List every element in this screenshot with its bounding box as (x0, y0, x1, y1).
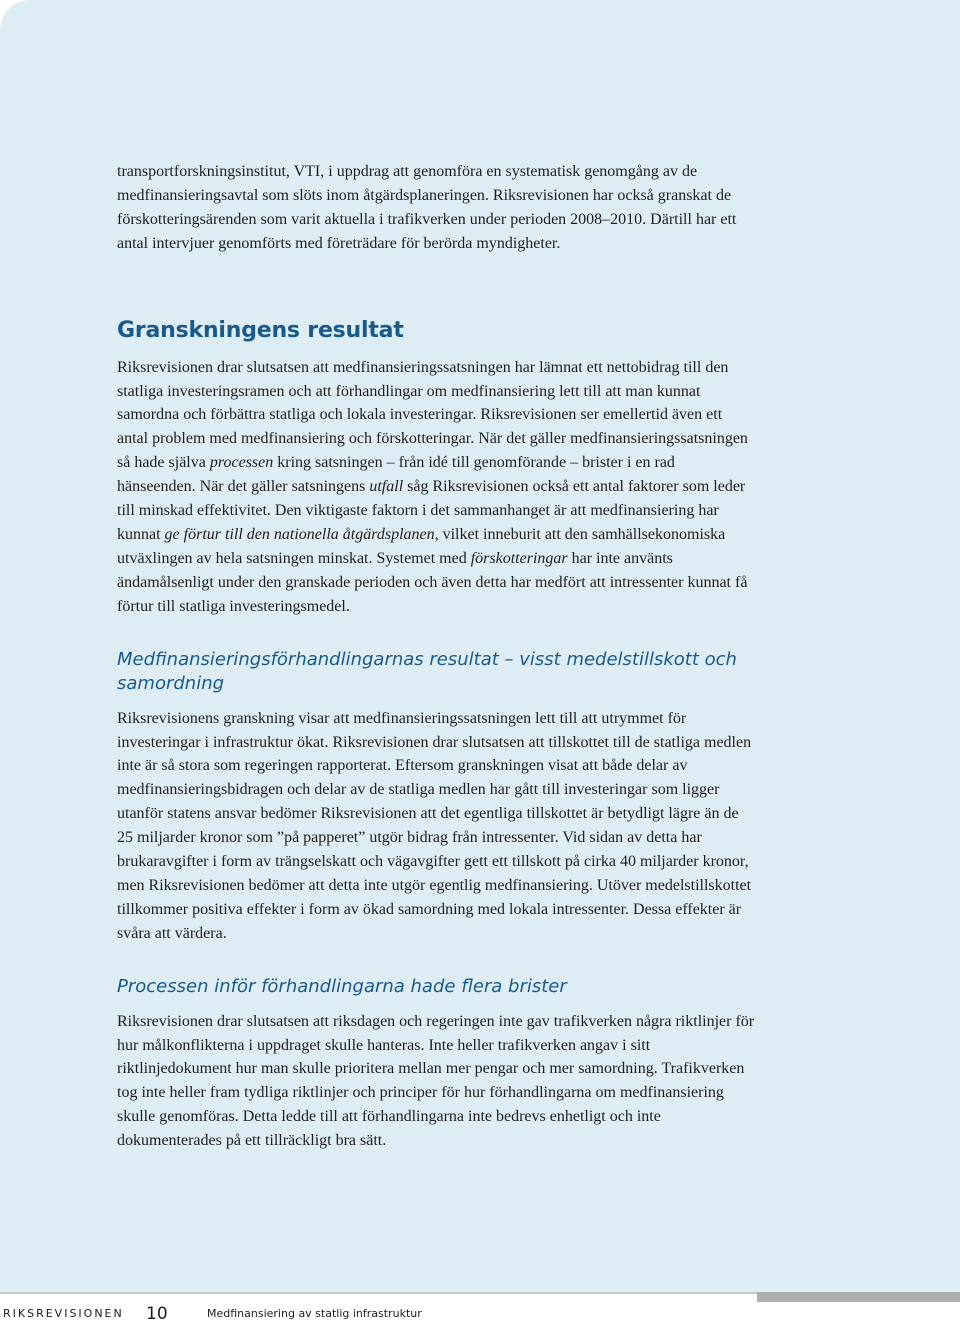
footer-document-title: Medfinansiering av statlig infrastruktur (207, 1307, 422, 1320)
footer-organization: RIKSREVISIONEN (3, 1307, 124, 1320)
intro-paragraph: transportforskningsinstitut, VTI, i uppdrag att genomföra en systematisk genomgång av de medfinansieringsavtal som slöts inom åtgärdsplaneringen. Riksrevisionen har också granskat de förskotteringsärenden som varit aktuella i trafikverken under perioden 2008–2010. Därtill har ett antal intervjuer genomförts med företrädare för berörda myndigheter. (117, 163, 737, 252)
section-heading-results: Granskningens resultat (117, 317, 404, 343)
cofinancing-paragraph: Riksrevisionens granskning visar att medfinansieringssatsningen lett till att utrymmet för investeringar i infrastruktur ökat. Riksrevisionen drar slutsatsen att tillskottet till de statliga medlen inte är så stora som regeringen rapporterat. Eftersom granskningen visat att både delar av medfinansieringsbidragen och delar av de statliga medlen har gått till investeringar som ligger utanför statens ansvar bedömer Riksrevisionen att det egentliga tillskottet är betydligt lägre än de 25 miljarder kronor som ”på papperet” utgör bidrag från intressenter. Vid sidan av detta har brukaravgifter i form av trängselskatt och vägavgifter gett ett tillskott på cirka 40 miljarder kronor, men Riksrevisionen bedömer att detta inte utgör egentlig medfinansiering. Utöver medelstillskottet tillkommer positiva effekter i form av ökad samordning med lokala intressenter. Dessa effekter är svåra att värdera. (117, 709, 752, 942)
results-paragraph: Riksrevisionen drar slutsatsen att medfinansieringssatsningen har lämnat ett nettobidrag till den statliga investeringsramen och att förhandlingar om medfinansiering lett till att man kunnat samordna och förbättra statliga och lokala investeringar. Riksrevisionen ser emellertid även ett antal problem med medfinansiering och förskotteringar. När det gäller medfinansieringssatsningen så hade själva processen kring satsningen – från idé till genomförande – brister i en rad hänseenden. När det gäller satsningens utfall såg Riksrevisionen också ett antal faktorer som leder till minskad effektivitet. Den viktigaste faktorn i det sammanhanget är att medfinansiering har kunnat ge förtur till den nationella åtgärdsplanen, vilket inneburit att den samhällsekonomiska utväxlingen av hela satsningen minskat. Systemet med förskotteringar har inte använts ändamålsenligt under den granskade perioden och även detta har medfört att intressenter kunnat få förtur till statliga investeringsmedel. (117, 358, 748, 615)
page-number: 10 (146, 1304, 168, 1324)
process-paragraph: Riksrevisionen drar slutsatsen att riksdagen och regeringen inte gav trafikverken några riktlinjer för hur målkonflikterna i uppdraget skulle hanteras. Inte heller trafikverken angav i sitt riktlinjedokument hur man skulle prioritera mellan mer pengar och mer samordning. Trafikverken tog inte heller fram tydliga riktlinjer och principer för hur förhandlingarna om medfinansiering skulle genomföras. Detta ledde till att förhandlingarna inte bedrevs enhetligt och inte dokumenterades på ett tillräckligt bra sätt. (117, 1012, 755, 1150)
footer-accent-bar (757, 1292, 960, 1302)
page-footer (0, 1302, 960, 1326)
main-content (117, 160, 757, 1153)
section-heading-cofinancing: Medfinansieringsförhandlingarnas resultat – visst medelstillskott och samordning (117, 648, 737, 694)
section-heading-process: Processen inför förhandlingarna hade flera brister (117, 975, 567, 997)
